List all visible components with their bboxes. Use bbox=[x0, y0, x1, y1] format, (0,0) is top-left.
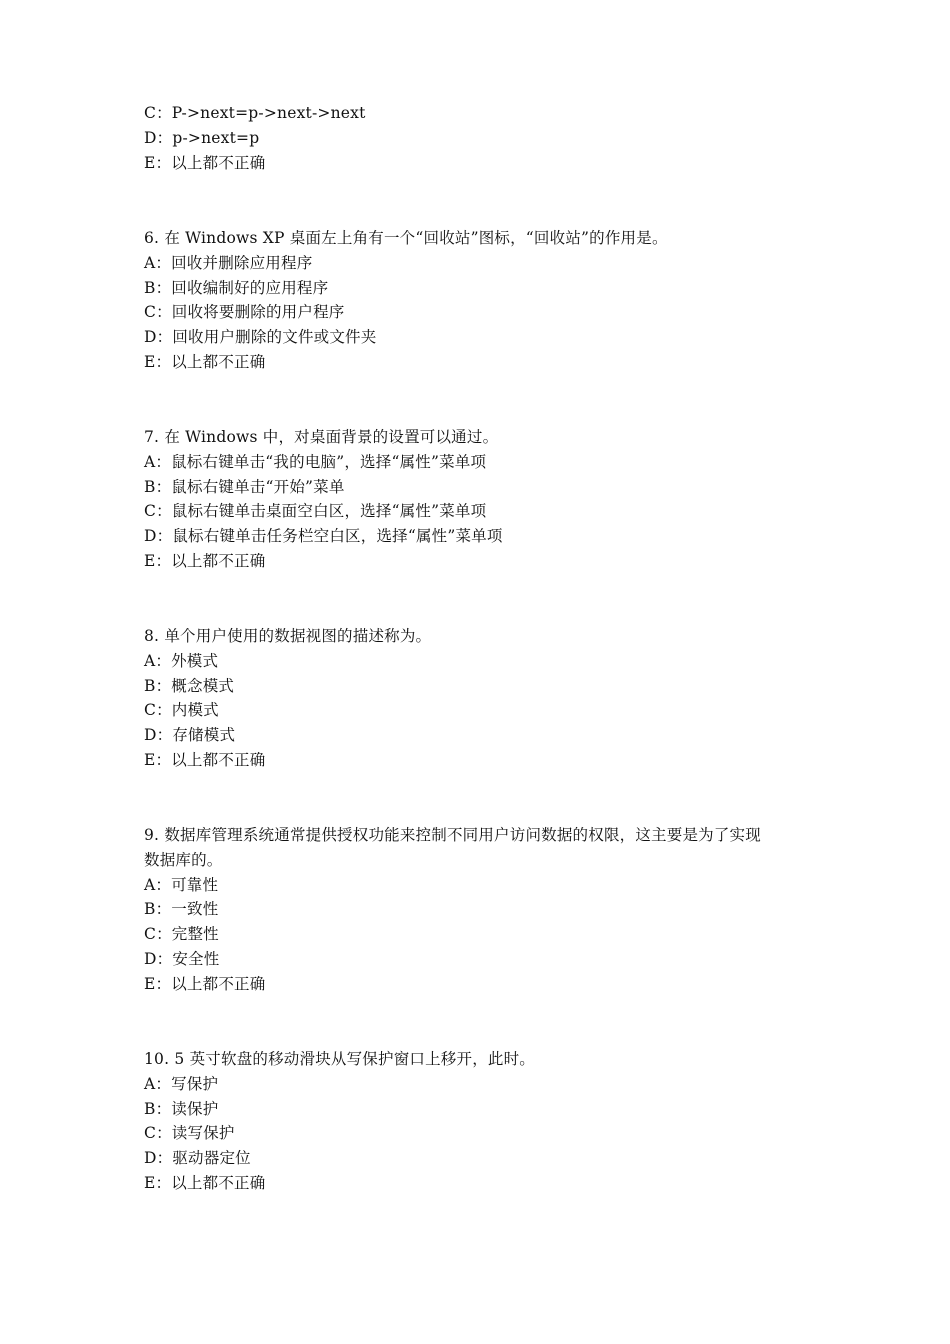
option-text: 鼠标右键单击“我的电脑”，选择“属性”菜单项 bbox=[171, 452, 487, 471]
question-stem bbox=[144, 624, 824, 649]
option-key: B ： bbox=[144, 674, 171, 699]
option-key: C ： bbox=[144, 101, 172, 126]
option-e bbox=[144, 1171, 824, 1196]
option-text: 概念模式 bbox=[171, 676, 235, 695]
option-a bbox=[144, 251, 824, 276]
option-text: p->next=p bbox=[172, 128, 260, 147]
option-text: P->next=p->next->next bbox=[171, 104, 366, 122]
option-key: D ： bbox=[144, 1146, 172, 1171]
option-text: 外模式 bbox=[171, 651, 219, 670]
question-8 bbox=[144, 624, 824, 773]
option-key: B ： bbox=[144, 1097, 171, 1122]
question-number: 9. bbox=[144, 826, 160, 844]
option-c bbox=[144, 499, 824, 524]
option-key: C ： bbox=[144, 499, 172, 524]
option-text: 以上都不正确 bbox=[171, 352, 266, 371]
question-stem bbox=[144, 1047, 824, 1072]
question-stem-continued: 数据库的。 bbox=[144, 850, 223, 869]
option-key: D ： bbox=[144, 524, 172, 549]
question-6 bbox=[144, 226, 824, 375]
option-text: 内模式 bbox=[171, 701, 219, 720]
option-text: 鼠标右键单击“开始”菜单 bbox=[171, 477, 345, 496]
option-key: A ： bbox=[144, 649, 171, 674]
option-key: D ： bbox=[144, 325, 172, 350]
question-stem bbox=[144, 425, 824, 450]
question-number: 6. bbox=[144, 229, 160, 247]
option-key: D ： bbox=[144, 947, 172, 972]
option-key: B ： bbox=[144, 475, 171, 500]
question-text: 5 英寸软盘的移动滑块从写保护窗口上移开，此时。 bbox=[174, 1050, 535, 1068]
option-text: 以上都不正确 bbox=[171, 750, 266, 769]
option-d bbox=[144, 947, 824, 972]
option-a bbox=[144, 450, 824, 475]
option-key: B ： bbox=[144, 897, 171, 922]
option-key: A ： bbox=[144, 1072, 171, 1097]
option-text: 驱动器定位 bbox=[172, 1149, 251, 1168]
option-c bbox=[144, 101, 824, 126]
option-d bbox=[144, 126, 824, 151]
option-e bbox=[144, 151, 824, 176]
option-text: 存储模式 bbox=[172, 726, 236, 745]
option-key: A ： bbox=[144, 251, 171, 276]
option-text: 可靠性 bbox=[171, 875, 219, 894]
option-a bbox=[144, 873, 824, 898]
option-c bbox=[144, 300, 824, 325]
option-text: 回收用户删除的文件或文件夹 bbox=[172, 328, 377, 347]
option-text: 鼠标右键单击任务栏空白区，选择“属性”菜单项 bbox=[172, 527, 503, 546]
question-number: 10. bbox=[144, 1050, 170, 1068]
option-text: 读保护 bbox=[171, 1099, 219, 1118]
option-d bbox=[144, 1146, 824, 1171]
option-a bbox=[144, 1072, 824, 1097]
option-key: E ： bbox=[144, 350, 171, 375]
question-text: 在 Windows XP 桌面左上角有一个“回收站”图标，“回收站”的作用是。 bbox=[164, 229, 668, 247]
option-d bbox=[144, 723, 824, 748]
question-number: 8. bbox=[144, 627, 160, 645]
option-key: E ： bbox=[144, 972, 171, 997]
option-key: A ： bbox=[144, 450, 171, 475]
option-b bbox=[144, 897, 824, 922]
option-b bbox=[144, 674, 824, 699]
option-a bbox=[144, 649, 824, 674]
question-10 bbox=[144, 1047, 824, 1196]
option-text: 写保护 bbox=[171, 1074, 219, 1093]
option-key: E ： bbox=[144, 1171, 171, 1196]
option-b bbox=[144, 475, 824, 500]
question-stem bbox=[144, 226, 824, 251]
option-d bbox=[144, 325, 824, 350]
option-text: 读写保护 bbox=[171, 1124, 235, 1143]
option-e bbox=[144, 748, 824, 773]
option-e bbox=[144, 350, 824, 375]
option-text: 一致性 bbox=[171, 900, 219, 919]
option-text: 以上都不正确 bbox=[171, 551, 266, 570]
option-text: 以上都不正确 bbox=[171, 1173, 266, 1192]
option-text: 回收并删除应用程序 bbox=[171, 253, 313, 272]
question-text: 单个用户使用的数据视图的描述称为。 bbox=[164, 627, 432, 645]
question-stem bbox=[144, 823, 824, 848]
option-text: 以上都不正确 bbox=[171, 974, 266, 993]
option-b bbox=[144, 276, 824, 301]
option-e bbox=[144, 549, 824, 574]
option-text: 回收将要删除的用户程序 bbox=[171, 303, 345, 322]
continued-options bbox=[144, 101, 824, 175]
option-c bbox=[144, 698, 824, 723]
option-key: E ： bbox=[144, 748, 171, 773]
option-e bbox=[144, 972, 824, 997]
option-key: B ： bbox=[144, 276, 171, 301]
option-text: 完整性 bbox=[171, 925, 219, 944]
option-d bbox=[144, 524, 824, 549]
question-number: 7. bbox=[144, 428, 160, 446]
option-c bbox=[144, 922, 824, 947]
question-9 bbox=[144, 823, 824, 997]
option-key: D ： bbox=[144, 126, 172, 151]
option-key: C ： bbox=[144, 1121, 172, 1146]
option-key: C ： bbox=[144, 698, 172, 723]
option-key: E ： bbox=[144, 549, 171, 574]
option-text: 以上都不正确 bbox=[171, 153, 266, 172]
question-text: 数据库管理系统通常提供授权功能来控制不同用户访问数据的权限，这主要是为了实现 bbox=[164, 826, 761, 844]
option-key: C ： bbox=[144, 922, 172, 947]
option-text: 安全性 bbox=[172, 949, 220, 968]
option-b bbox=[144, 1097, 824, 1122]
option-key: E ： bbox=[144, 151, 171, 176]
option-text: 鼠标右键单击桌面空白区，选择“属性”菜单项 bbox=[171, 502, 487, 521]
question-text: 在 Windows 中，对桌面背景的设置可以通过。 bbox=[164, 428, 499, 446]
option-c bbox=[144, 1121, 824, 1146]
option-key: C ： bbox=[144, 300, 172, 325]
option-text: 回收编制好的应用程序 bbox=[171, 278, 329, 297]
option-key: D ： bbox=[144, 723, 172, 748]
question-7 bbox=[144, 425, 824, 574]
option-key: A ： bbox=[144, 873, 171, 898]
